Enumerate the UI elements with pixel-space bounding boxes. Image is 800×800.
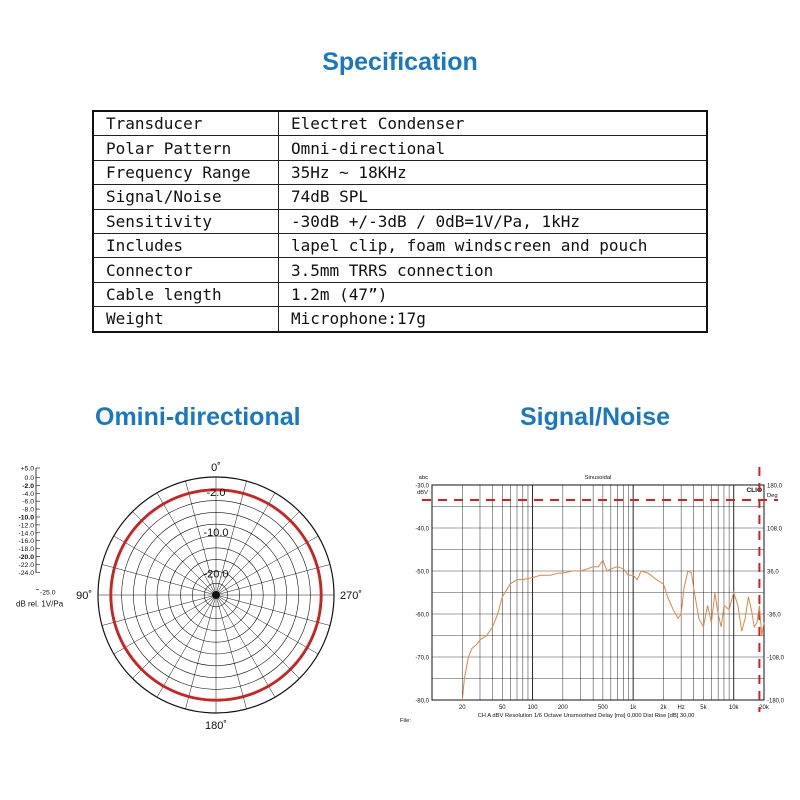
frequency-response-chart [400, 465, 785, 740]
x-tick-label: 500 [597, 705, 608, 711]
x-tick-label: 20k [759, 705, 769, 711]
x-tick-label: 20 [458, 705, 466, 711]
polar-spoke [216, 512, 299, 595]
y-axis-label-left: dBV [417, 490, 428, 496]
polar-scale-label: -18.0 [18, 546, 34, 554]
footer-text: CH A dBV Resolution 1/6 Octave Unsmoothed Delay [ms] 0,000 Dist Rise [dB] 30,00 [477, 713, 695, 719]
spec-value: 74dB SPL [279, 185, 708, 209]
x-tick-label: 10k [728, 705, 739, 711]
specification-table [92, 110, 708, 333]
spec-value: 35Hz ~ 18KHz [279, 160, 708, 184]
spec-key: Includes [93, 233, 279, 257]
polar-spoke [216, 595, 247, 709]
polar-scale-label: 0.0 [24, 474, 34, 482]
polar-scale-label: -16.0 [18, 538, 34, 546]
y-axis-label-right: Deg [767, 493, 778, 499]
top-left-label: abc [418, 475, 428, 481]
polar-spoke [114, 595, 216, 654]
polar-spoke [216, 595, 299, 678]
polar-spoke [114, 536, 216, 595]
y-tick-label-right: -180,0 [767, 698, 785, 705]
omni-directional-heading: Omini-directional [95, 403, 301, 431]
polar-scale-label: +5.0 [20, 465, 34, 473]
polar-scale-label: -6.0 [22, 498, 34, 506]
specification-heading: Specification [322, 48, 478, 76]
spec-row [93, 307, 707, 332]
spec-key: Transducer [93, 111, 279, 136]
spec-key: Polar Pattern [93, 136, 279, 160]
spec-value: lapel clip, foam windscreen and pouch [279, 233, 708, 257]
y-tick-label-left: -30,0 [415, 483, 429, 490]
y-tick-label-left: -70,0 [415, 655, 429, 662]
polar-scale-label: -25.0 [40, 589, 56, 597]
polar-spoke [216, 536, 318, 595]
spec-value: Omni-directional [279, 136, 708, 160]
polar-spoke [216, 595, 330, 626]
signal-noise-heading: Signal/Noise [520, 403, 671, 431]
x-tick-label: 200 [557, 705, 568, 711]
spec-row [93, 209, 707, 233]
spec-row [93, 160, 707, 184]
spec-key: Weight [93, 307, 279, 332]
spec-key: Cable length [93, 282, 279, 306]
spec-value: Microphone:17g [279, 307, 708, 332]
spec-key: Frequency Range [93, 160, 279, 184]
y-tick-label-right: -36,0 [767, 612, 781, 619]
spec-key: Sensitivity [93, 209, 279, 233]
polar-angle-label: 90˚ [76, 590, 92, 602]
polar-scale-label: -12.0 [18, 522, 34, 530]
polar-spoke [216, 564, 330, 595]
x-tick-label: 1k [629, 705, 637, 711]
polar-spoke [102, 595, 216, 626]
spec-row [93, 185, 707, 209]
y-tick-label-right: -108,0 [767, 655, 785, 662]
chart-title: Sinusoidal [584, 475, 612, 481]
polar-spoke [185, 595, 216, 709]
y-tick-label-left: -40,0 [415, 526, 429, 533]
polar-ring-label: -20.0 [203, 568, 229, 581]
y-tick-label-right: 108,0 [767, 526, 783, 533]
spec-key: Connector [93, 258, 279, 282]
x-tick-label: 100 [527, 705, 538, 711]
polar-unit-label: dB rel. 1V/Pa [16, 599, 64, 609]
x-tick-label: 2k [660, 705, 667, 711]
polar-scale-label: -4.0 [22, 490, 34, 498]
polar-spoke [216, 595, 275, 697]
y-tick-label-right: 180,0 [767, 483, 783, 490]
polar-center [212, 591, 220, 599]
polar-angle-label: 0˚ [211, 462, 221, 474]
polar-angle-label: 180˚ [204, 720, 228, 732]
polar-spoke [133, 595, 216, 678]
polar-spoke [102, 564, 216, 595]
footer-file-label: File: [400, 718, 411, 724]
x-tick-label: 50 [498, 705, 506, 711]
spec-row [93, 282, 707, 306]
polar-ring-label: -2.0 [206, 486, 226, 499]
x-tick-label: Hz [677, 705, 685, 711]
spec-key: Signal/Noise [93, 185, 279, 209]
y-tick-label-right: 36,0 [767, 569, 779, 576]
spec-row [93, 258, 707, 282]
polar-scale-label: -24.0 [18, 569, 34, 577]
polar-scale-label: -22.0 [18, 561, 34, 569]
polar-scale-label: -8.0 [22, 506, 34, 514]
polar-pattern-diagram [10, 450, 400, 740]
x-tick-label: 5k [700, 705, 707, 711]
y-tick-label-left: -80,0 [415, 698, 429, 705]
polar-ring-label: -10.0 [203, 527, 229, 540]
spec-row [93, 111, 707, 136]
spec-value: 3.5mm TRRS connection [279, 258, 708, 282]
polar-spoke [157, 595, 216, 697]
polar-angle-label: 270˚ [340, 590, 363, 602]
spec-value: 1.2m (47”) [279, 282, 708, 306]
polar-scale-label: -20.0 [18, 553, 34, 561]
brand-label: CLIO [746, 487, 762, 494]
spec-value: -30dB +/-3dB / 0dB=1V/Pa, 1kHz [279, 209, 708, 233]
spec-row [93, 136, 707, 160]
polar-spoke [216, 595, 318, 654]
y-tick-label-left: -60,0 [415, 612, 429, 619]
polar-spoke [133, 512, 216, 595]
spec-row [93, 233, 707, 257]
polar-scale-label: -14.0 [18, 530, 34, 538]
polar-scale-label: -10.0 [18, 514, 34, 522]
polar-scale-label: -2.0 [22, 482, 34, 490]
y-tick-label-left: -50,0 [415, 569, 429, 576]
spec-value: Electret Condenser [279, 111, 708, 136]
